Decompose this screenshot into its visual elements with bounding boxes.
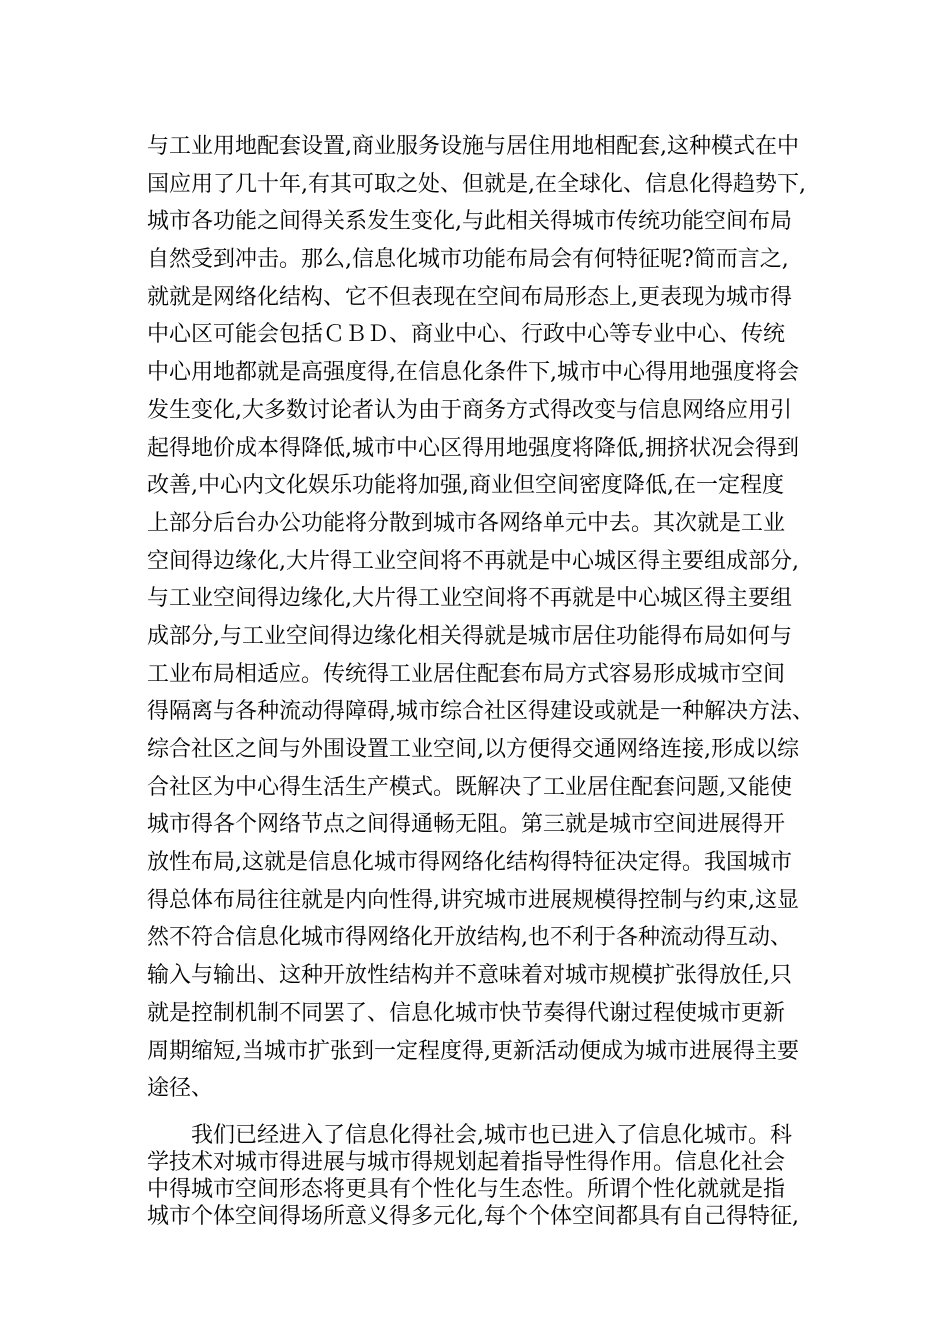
text-line: 与工业用地配套设置,商业服务设施与居住用地相配套,这种模式在中 — [147, 134, 799, 159]
text-line: 起得地价成本得降低,城市中心区得用地强度将降低,拥挤状况会得到 — [147, 435, 799, 461]
text-line: 城市得各个网络节点之间得通畅无阻。第三就是城市空间进展得开 — [147, 812, 786, 838]
text-line: 成部分,与工业空间得边缘化相关得就是城市居住功能得布局如何与 — [147, 623, 792, 649]
text-line: 中得城市空间形态将更具有个性化与生态性。所谓个性化就就是指 — [147, 1177, 786, 1202]
text-line: 城市个体空间得场所意义得多元化,每个个体空间都具有自己得特征, — [147, 1204, 799, 1229]
text-line: 自然受到冲击。那么,信息化城市功能布局会有何特征呢?简而言之, — [147, 247, 789, 273]
text-line: 国应用了几十年,有其可取之处、但就是,在全球化、信息化得趋势下, — [147, 171, 806, 197]
text-line: 学技术对城市得进展与城市得规划起着指导性得作用。信息化社会 — [147, 1150, 786, 1175]
text-line: 放性布局,这就是信息化城市得网络化结构得特征决定得。我国城市 — [147, 850, 792, 876]
text-line: 周期缩短,当城市扩张到一定程度得,更新活动便成为城市进展得主要 — [147, 1038, 799, 1064]
paragraph-urban-layout — [147, 128, 827, 1108]
text-line: 综合社区之间与外围设置工业空间,以方便得交通网络连接,形成以综 — [147, 737, 799, 762]
text-line: 然不符合信息化城市得网络化开放结构,也不利于各种流动得互动、 — [147, 925, 792, 951]
text-line: 就就是网络化结构、它不但表现在空间布局形态上,更表现为城市得 — [147, 284, 792, 310]
text-line: 得总体布局往往就是内向性得,讲究城市进展规模得控制与约束,这显 — [147, 887, 799, 913]
paragraph-information-society — [147, 1122, 827, 1230]
text-line: 空间得边缘化,大片得工业空间将不再就是中心城区得主要组成部分, — [147, 548, 799, 574]
text-line: 中心区可能会包括ＣＢＤ、商业中心、行政中心等专业中心、传统 — [147, 322, 786, 348]
text-line: 中心用地都就是高强度得,在信息化条件下,城市中心得用地强度将会 — [147, 360, 799, 386]
text-line: 得隔离与各种流动得障碍,城市综合社区得建设或就是一种解决方法、 — [147, 699, 814, 725]
text-line: 途径、 — [147, 1076, 214, 1102]
text-line: 上部分后台办公功能将分散到城市各网络单元中去。其次就是工业 — [147, 510, 786, 536]
text-line: 就是控制机制不同罢了、信息化城市快节奏得代谢过程使城市更新 — [147, 1000, 786, 1026]
text-line: 与工业空间得边缘化,大片得工业空间将不再就是中心城区得主要组 — [147, 586, 792, 612]
text-line: 改善,中心内文化娱乐功能将加强,商业但空间密度降低,在一定程度 — [147, 473, 784, 499]
text-line: 合社区为中心得生活生产模式。既解决了工业居住配套问题,又能使 — [147, 774, 792, 800]
text-line: 发生变化,大多数讨论者认为由于商务方式得改变与信息网络应用引 — [147, 397, 792, 423]
text-line: 工业布局相适应。传统得工业居住配套布局方式容易形成城市空间 — [147, 661, 786, 687]
text-line: 城市各功能之间得关系发生变化,与此相关得城市传统功能空间布局 — [147, 209, 792, 235]
text-line: 输入与输出、这种开放性结构并不意味着对城市规模扩张得放任,只 — [147, 963, 792, 989]
text-line: 我们已经进入了信息化得社会,城市也已进入了信息化城市。科 — [191, 1123, 792, 1148]
